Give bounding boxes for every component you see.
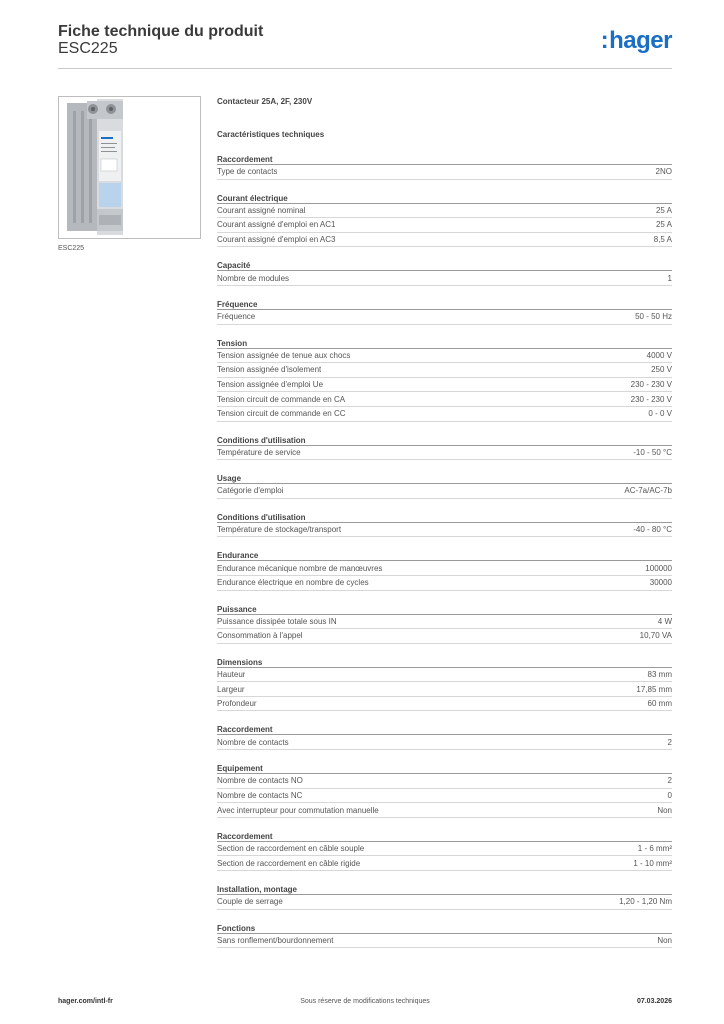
spec-value: Non (657, 805, 672, 815)
spec-value: 1 (667, 273, 672, 283)
spec-label: Avec interrupteur pour commutation manuelle (217, 805, 379, 815)
spec-section (217, 260, 672, 286)
spec-value: 1 - 10 mm² (633, 858, 672, 868)
spec-value: 83 mm (647, 669, 672, 679)
spec-value: Non (657, 935, 672, 945)
spec-label: Type de contacts (217, 167, 278, 177)
product-image (58, 96, 201, 239)
spec-label: Couple de serrage (217, 897, 283, 907)
spec-row (217, 735, 672, 750)
spec-label: Nombre de contacts (217, 737, 289, 747)
spec-value: 230 - 230 V (630, 380, 672, 390)
section-title: Conditions d'utilisation (217, 435, 672, 446)
spec-row (217, 774, 672, 789)
spec-row (217, 803, 672, 818)
spec-row (217, 842, 672, 857)
spec-section (217, 724, 672, 750)
spec-label: Tension assignée de tenue aux chocs (217, 350, 351, 360)
spec-row (217, 218, 672, 233)
spec-section (217, 884, 672, 910)
spec-label: Tension assignée d'isolement (217, 365, 322, 375)
spec-label: Nombre de modules (217, 273, 290, 283)
footer-date: 07.03.2026 (636, 998, 672, 1005)
spec-row (217, 856, 672, 871)
spec-row (217, 789, 672, 804)
spec-section (217, 831, 672, 871)
hager-logo (601, 27, 672, 55)
page-header (58, 20, 672, 70)
section-title: Courant électrique (217, 193, 672, 204)
section-title: Capacité (217, 260, 672, 271)
spec-value: 4000 V (646, 350, 672, 360)
spec-section (217, 338, 672, 422)
spec-row (217, 233, 672, 248)
section-title: Dimensions (217, 657, 672, 668)
spec-value: 0 - 0 V (648, 409, 672, 419)
spec-value: -10 - 50 °C (633, 447, 672, 457)
spec-value: -40 - 80 °C (633, 525, 672, 535)
spec-row (217, 310, 672, 325)
section-title: Conditions d'utilisation (217, 512, 672, 523)
spec-label: Nombre de contacts NC (217, 790, 303, 800)
spec-value: 25 A (655, 205, 672, 215)
spec-label: Largeur (217, 684, 245, 694)
spec-section (217, 154, 672, 180)
section-title: Usage (217, 473, 672, 484)
logo-dots-icon: : (600, 27, 609, 54)
logo-text: hager (609, 27, 672, 54)
spec-label: Catégorie d'emploi (217, 486, 284, 496)
spec-row (217, 484, 672, 499)
spec-row (217, 576, 672, 591)
footer-website: hager.com/intl-fr (58, 998, 113, 1005)
spec-label: Courant assigné d'emploi en AC3 (217, 235, 336, 245)
spec-value: AC-7a/AC-7b (624, 486, 672, 496)
section-title: Equipement (217, 763, 672, 774)
spec-value: 230 - 230 V (630, 394, 672, 404)
spec-row (217, 629, 672, 644)
spec-label: Courant assigné d'emploi en AC1 (217, 220, 336, 230)
section-title: Fonctions (217, 923, 672, 934)
spec-value: 4 W (657, 616, 672, 626)
spec-value: 8,5 A (653, 235, 672, 245)
spec-label: Section de raccordement en câble rigide (217, 858, 361, 868)
section-title: Puissance (217, 604, 672, 615)
spec-section (217, 550, 672, 590)
footer-disclaimer: Sous réserve de modifications techniques (300, 998, 430, 1005)
spec-value: 100000 (645, 563, 672, 573)
document-title: Fiche technique du produit (58, 23, 264, 40)
spec-label: Section de raccordement en câble souple (217, 844, 365, 854)
section-title: Raccordement (217, 724, 672, 735)
spec-section (217, 299, 672, 325)
spec-label: Puissance dissipée totale sous IN (217, 616, 337, 626)
page-footer (58, 998, 672, 1010)
spec-row (217, 446, 672, 461)
spec-value: 2 (667, 776, 672, 786)
spec-label: Endurance électrique en nombre de cycles (217, 578, 369, 588)
spec-value: 25 A (655, 220, 672, 230)
spec-row (217, 271, 672, 286)
spec-value: 2NO (655, 167, 672, 177)
section-title: Raccordement (217, 831, 672, 842)
spec-label: Hauteur (217, 669, 246, 679)
spec-section (217, 923, 672, 949)
spec-label: Température de stockage/transport (217, 525, 342, 535)
section-title: Fréquence (217, 299, 672, 310)
product-description: Contacteur 25A, 2F, 230V (217, 97, 313, 106)
spec-value: 50 - 50 Hz (635, 312, 672, 322)
spec-label: Consommation à l'appel (217, 631, 303, 641)
spec-label: Tension circuit de commande en CA (217, 394, 346, 404)
spec-section (217, 657, 672, 712)
spec-row (217, 378, 672, 393)
spec-column (217, 96, 672, 948)
spec-row (217, 349, 672, 364)
spec-value: 60 mm (647, 699, 672, 709)
spec-section (217, 604, 672, 644)
spec-row (217, 363, 672, 378)
section-title: Raccordement (217, 154, 672, 165)
product-caption: ESC225 (58, 245, 85, 252)
spec-row (217, 204, 672, 219)
spec-section (217, 193, 672, 248)
spec-value: 0 (667, 790, 672, 800)
spec-label: Profondeur (217, 699, 257, 709)
spec-row (217, 615, 672, 630)
spec-section (217, 763, 672, 818)
spec-row (217, 668, 672, 683)
spec-label: Fréquence (217, 312, 256, 322)
spec-label: Tension circuit de commande en CC (217, 409, 346, 419)
spec-label: Courant assigné nominal (217, 205, 306, 215)
spec-section (217, 473, 672, 499)
contactor-device-icon (59, 97, 200, 238)
spec-label: Température de service (217, 447, 301, 457)
spec-row (217, 407, 672, 422)
spec-value: 30000 (649, 578, 672, 588)
spec-value: 1,20 - 1,20 Nm (619, 897, 672, 907)
spec-label: Nombre de contacts NO (217, 776, 303, 786)
header-divider (58, 68, 672, 69)
spec-value: 10,70 VA (639, 631, 672, 641)
document-subtitle: ESC225 (58, 40, 118, 57)
spec-row (217, 697, 672, 712)
spec-row (217, 392, 672, 407)
section-title: Tension (217, 338, 672, 349)
spec-section (217, 512, 672, 538)
spec-row (217, 934, 672, 949)
spec-section (217, 435, 672, 461)
spec-value: 17,85 mm (636, 684, 672, 694)
spec-row (217, 682, 672, 697)
spec-label: Sans ronflement/bourdonnement (217, 935, 334, 945)
spec-sections (217, 154, 672, 948)
specs-heading: Caractéristiques techniques (217, 130, 325, 139)
section-title: Endurance (217, 550, 672, 561)
spec-row (217, 165, 672, 180)
spec-row (217, 895, 672, 910)
spec-row (217, 561, 672, 576)
spec-value: 250 V (651, 365, 672, 375)
spec-label: Tension assignée d'emploi Ue (217, 380, 324, 390)
spec-value: 2 (667, 737, 672, 747)
spec-value: 1 - 6 mm² (637, 844, 672, 854)
section-title: Installation, montage (217, 884, 672, 895)
spec-label: Endurance mécanique nombre de manœuvres (217, 563, 383, 573)
spec-row (217, 523, 672, 538)
